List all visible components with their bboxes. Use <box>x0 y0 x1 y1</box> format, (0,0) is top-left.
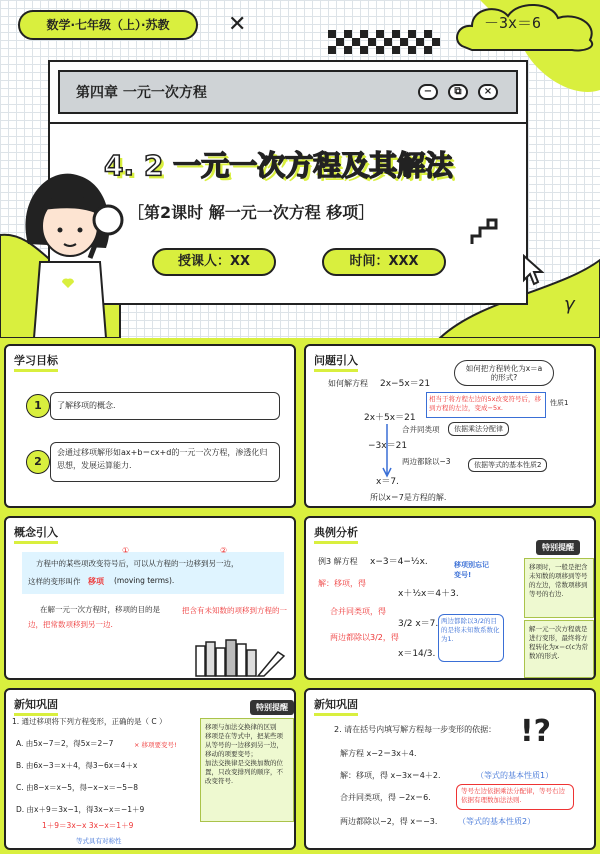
restore-icon[interactable]: ⧉ <box>448 84 468 100</box>
intro-step1-box: 依据乘法分配律 <box>448 422 509 436</box>
minimize-icon[interactable]: − <box>418 84 438 100</box>
example-question-label: 例3 解方程 <box>318 557 358 566</box>
intro-eq4: x＝7. <box>376 477 399 487</box>
girl-magnifier-illustration <box>10 158 130 338</box>
lesson-title: 4. 2 一元一次方程及其解法 <box>104 149 454 182</box>
teacher-pill: 授课人：XX <box>152 248 276 276</box>
intro-eq2: 2x＋5x＝21 <box>364 413 416 423</box>
concept-mark-2: ② <box>220 546 228 555</box>
practice2-line0: 解方程 x−2＝3x＋4. <box>340 749 417 758</box>
concept-para-b: 把含有未知数的项移到方程的一边，把常数项移到另一边. <box>28 606 287 629</box>
exclaim-question-doodle-icon: !? <box>520 714 552 749</box>
panel-practice-1 <box>4 688 296 850</box>
concept-para-a: 在解一元一次方程时，移项的目的是 <box>40 605 160 614</box>
panel-concept <box>4 516 296 680</box>
goal-2-number: 2 <box>26 450 50 474</box>
example-tip2: 解一元一次方程就是进行变形，最终将方程转化为x＝c(c为常数)的形式. <box>524 620 594 678</box>
panel-practice-2-title: 新知巩固 <box>314 698 358 711</box>
goal-2-text: 会通过移项解形如ax+b＝cx+d的一元一次方程，渗透化归思想，发展运算能力. <box>50 442 280 482</box>
practice2-question: 2. 请在括号内填写解方程每一步变形的依据： <box>334 725 497 734</box>
concept-line2a: 这样的变形叫作 <box>28 577 81 586</box>
panel-intro <box>304 344 596 508</box>
concept-line1: 方程中的某些项改变符号后，可以从方程的一边移到另一边， <box>36 559 239 568</box>
example-tip1: 移项时，一般是把含未知数的项移到等号的左边，常数项移到等号的右边. <box>524 558 594 618</box>
y-doodle-icon: γ <box>564 294 575 315</box>
practice1-option-d2: 1＋9＝3x−x 3x−x＝1＋9 <box>42 821 134 830</box>
checker-ribbon <box>328 30 440 54</box>
practice1-option-a: A. 由5x−7＝2，得5x＝2−7 <box>16 739 114 748</box>
panel-goals <box>4 344 296 508</box>
practice1-question: 1. 通过移项将下列方程变形，正确的是（ C ） <box>12 717 167 726</box>
example-question: x−3＝4−½x. <box>370 557 428 567</box>
books-illustration <box>192 638 288 678</box>
goal-1-text: 了解移项的概念. <box>50 392 280 420</box>
intro-step2: 两边都除以−3 <box>402 457 451 466</box>
example-step3: 两边都除以3/2，得 <box>330 633 399 642</box>
panel-goals-title: 学习目标 <box>14 354 58 367</box>
panel-concept-title: 概念引入 <box>14 526 58 539</box>
practice1-option-c: C. 由8−x＝x−5，得−x−x＝−5−8 <box>16 783 139 792</box>
window-titlebar <box>48 60 528 124</box>
practice1-option-a-mark: × 移项要变号! <box>134 741 177 749</box>
concept-mark-1: ① <box>122 546 130 555</box>
stairs-doodle-icon <box>470 216 506 246</box>
cursor-arrow-icon <box>520 254 546 286</box>
example-line3: x＝14/3. <box>398 649 436 659</box>
example-sol: 解：移项，得 <box>318 579 366 588</box>
intro-note: 相当于将方程左边的5x改变符号后，移到方程的左边，变成−5x. <box>426 392 546 418</box>
practice1-option-d: D. 由x＋9＝3x−1，得3x−x＝−1＋9 <box>16 805 145 814</box>
intro-step1: 合并同类项 <box>402 425 440 434</box>
cover-slide <box>0 0 600 338</box>
practice2-reason1: （等式的基本性质1） <box>476 771 554 780</box>
example-line1: x＋½x＝4＋3. <box>398 589 459 599</box>
intro-question: 如何解方程 <box>328 379 368 388</box>
example-line2: 3/2 x＝7. <box>398 619 439 629</box>
example-side-note: 两边都除以3/2的目的是将未知数系数化为1. <box>438 614 504 662</box>
panel-intro-title: 问题引入 <box>314 354 358 367</box>
subject-pill: 数学·七年级（上）·苏教 <box>18 10 198 40</box>
intro-note-tag: 性质1 <box>550 399 569 407</box>
practice1-foot: 等式具有对称性 <box>76 837 122 845</box>
example-tag: 特别提醒 <box>536 540 580 555</box>
close-icon[interactable]: × <box>478 84 498 100</box>
practice1-tip: 移项与加法交换律的区别 移项是在等式中，把某些项从等号的一边移到另一边，移动的项要变号； 加法交换律是交换加数的位置，只改变排列的顺序，不改变符号. <box>200 718 294 822</box>
intro-conclusion: 所以x＝7是方程的解. <box>370 493 447 502</box>
practice2-reason3: （等式的基本性质2） <box>458 817 536 826</box>
intro-step2-box: 依据等式的基本性质2 <box>468 458 547 472</box>
concept-term: 移项 <box>88 577 104 586</box>
practice2-reason2: 等号左边依据乘法分配律，等号右边依据有理数加法法则. <box>456 784 574 810</box>
practice2-line2: 合并同类项，得 −2x＝6. <box>340 793 431 802</box>
panel-example-title: 典例分析 <box>314 526 358 539</box>
panel-practice-1-title: 新知巩固 <box>14 698 58 711</box>
time-pill: 时间：XXX <box>322 248 446 276</box>
example-hand-note: 移项别忘记变号! <box>454 561 489 579</box>
cloud-equation: －3x＝6 <box>484 14 542 32</box>
concept-line2b: (moving terms). <box>114 576 175 585</box>
x-doodle-icon: ✕ <box>228 12 247 37</box>
lesson-subtitle: ［第2课时 解一元一次方程 移项］ <box>128 203 375 222</box>
practice1-tag: 特别提醒 <box>250 700 294 715</box>
practice1-option-b: B. 由6x−3＝x＋4，得3−6x＝4＋x <box>16 761 138 770</box>
goal-1-number: 1 <box>26 394 50 418</box>
practice2-line1: 解：移项，得 x−3x＝4＋2. <box>340 771 441 780</box>
intro-flow-arrow <box>382 424 392 480</box>
intro-bubble: 如何把方程转化为x＝a的形式? <box>454 360 554 386</box>
example-step2: 合并同类项，得 <box>330 607 386 616</box>
intro-eq3: −3x＝21 <box>368 441 408 451</box>
panel-practice-2 <box>304 688 596 850</box>
panel-example <box>304 516 596 680</box>
practice2-line3: 两边都除以−2，得 x＝−3. <box>340 817 438 826</box>
chapter-title: 第四章 一元一次方程 <box>76 85 207 101</box>
intro-eq1: 2x−5x＝21 <box>380 379 431 389</box>
